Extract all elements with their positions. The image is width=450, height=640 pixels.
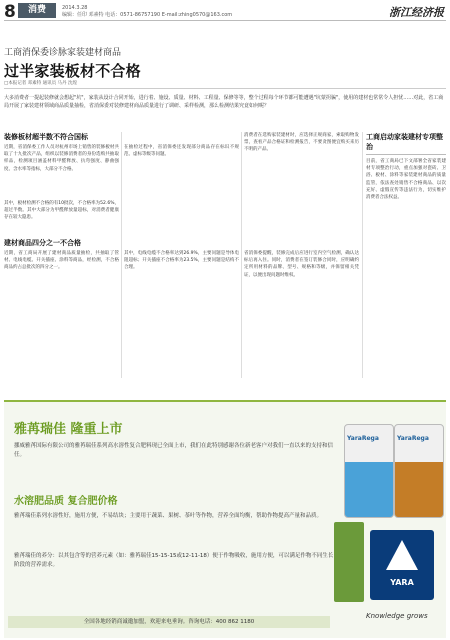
sidebar-body: 目前，省工商局已下文部署全省家装建材专项整治行动，重点加强对瓷砖、卫浴、板材、涂料等家装建材商品的质量监管，依法查处销售不合格商品、以次充好、虚假宣传等违法行为，切实维护消费者合法权益。 xyxy=(366,159,446,201)
page-header xyxy=(4,4,446,21)
subheading-2: 建材商品四分之一不合格 xyxy=(4,239,81,247)
brand-slogan: Knowledge grows xyxy=(366,612,428,620)
sidebar-title: 工商启动家装建材专项整治 xyxy=(366,132,446,155)
yara-logo xyxy=(370,530,434,600)
brand-name: YARA xyxy=(390,578,414,587)
page-number: 8 xyxy=(4,2,16,22)
issue-date: 2014.3.28 xyxy=(62,5,88,11)
ad-subtitle: 水溶肥品质 复合肥价格 xyxy=(14,496,118,507)
ad-contact-banner: 全国各地经销商诚邀加盟，欢迎来电垂询。咨询电话：400 862 1180 xyxy=(8,616,330,628)
column-text: 省消保委提醒，装修完成后应进行室内空气检测，确认达标后再入住。同时，消费者在签订装修合同时，应明确约定所用材料的品牌、型号、规格和等级，并保留相关凭证，以便出现问题时维权。 xyxy=(244,251,359,278)
column-divider xyxy=(241,132,242,378)
column-text: 其中，板材检测不合格的有10批次，不合格率为52.6%，超过半数。其中大部分为甲醛释放量超标，对消费者健康存在较大隐患。 xyxy=(4,201,119,221)
ad-paragraph: 挪威雅苒国际有限公司的雅苒瑞佳系列高水溶性复合肥料现已全面上市，我们在此特别感谢各位新老客户对我们一直以来的支持和信任。 xyxy=(14,443,334,458)
column-text: 在抽检过程中，省消保委还发现部分商品存在标识不规范、虚标等级等问题。 xyxy=(124,145,239,158)
sidebar-article xyxy=(366,132,446,358)
advertisement xyxy=(4,400,446,638)
newspaper-logo: 浙江经济报 xyxy=(389,6,444,19)
column-divider xyxy=(121,132,122,378)
column-text: 其中，电线电缆不合格率达到26.9%，主要问题是导体电阻超标；开关插座不合格率为23.5%，主要问题是结构不合理。 xyxy=(124,251,239,271)
ad-paragraph: 雅苒瑞佳系列水溶性好，施用方便，不易结块；主要用于蔬菜、果树、茶叶等作物，营养全面均衡，帮助作物提高产量和品质。 xyxy=(14,513,323,519)
fertilizer-bag-image xyxy=(394,424,444,518)
article-headline: 过半家装板材不合格 xyxy=(4,62,141,80)
ad-paragraph: 雅苒瑞佳的养分：以其包含等的营养元素（如：雅苒瑞佳15-15-15或12-11-18）便于作物吸收，施用方便，可以满足作物不同生长阶段的营养需求。 xyxy=(14,553,334,568)
article-kicker: 工商消保委诊脉家装建材商品 xyxy=(4,48,122,58)
ad-title: 雅苒瑞佳 隆重上市 xyxy=(14,422,123,437)
crop-photo xyxy=(334,522,364,602)
ship-icon xyxy=(386,540,418,570)
article-byline: □本报记者 邓素特 通讯员 马丹 沈煌 xyxy=(4,81,77,86)
subheading-1: 装修板材超半数不符合国标 xyxy=(4,133,88,141)
column-text: 近期，省消保委工作人员对杭州市场上销售的装修板材共取了十九批次产品，组织以装修消费者的身份选购共抽取样品，检测项目涵盖材料甲醛释放、抗弯强度、静曲强度、含水率等指标，大部分不合格。 xyxy=(4,145,119,172)
column-divider xyxy=(362,132,363,378)
article-lead: 大多消费者一提起装修就会想起"坑"，家装从设计合同开始，进行着、施设、质量、材料、工程量、保修等等，整个过程每个环节都可能遭遇"坑蒙拐骗"，使用的建材也常常令人担忧……对此，省工商局开展了家装建材领域商品质量抽检，省消保委对装修建材商品质量进行了调研、采样检测，那么检测结果究竟如何呢？ xyxy=(4,95,444,109)
editor-line: 编辑：任印 邓素特 电话：0571-86757190 E-mail:zhing0570@163.com xyxy=(62,12,233,18)
fertilizer-bag-image xyxy=(344,424,394,518)
section-label: 消费 xyxy=(18,3,56,18)
bag-label: YaraRega xyxy=(347,435,379,442)
divider xyxy=(4,88,446,89)
column-text: 近期，省工商局开展了建材商品质量抽检，共抽取了管材、电线电缆、开关插座、涂料等商品，经检测，不合格商品约占总批次的四分之一。 xyxy=(4,251,119,271)
column-text: 消费者在选购家装建材时，应选择正规商家，索取购物发票，查看产品合格证和检测报告，不要贪图便宜购买来历不明的产品。 xyxy=(244,133,359,153)
bag-label: YaraRega xyxy=(397,435,429,442)
